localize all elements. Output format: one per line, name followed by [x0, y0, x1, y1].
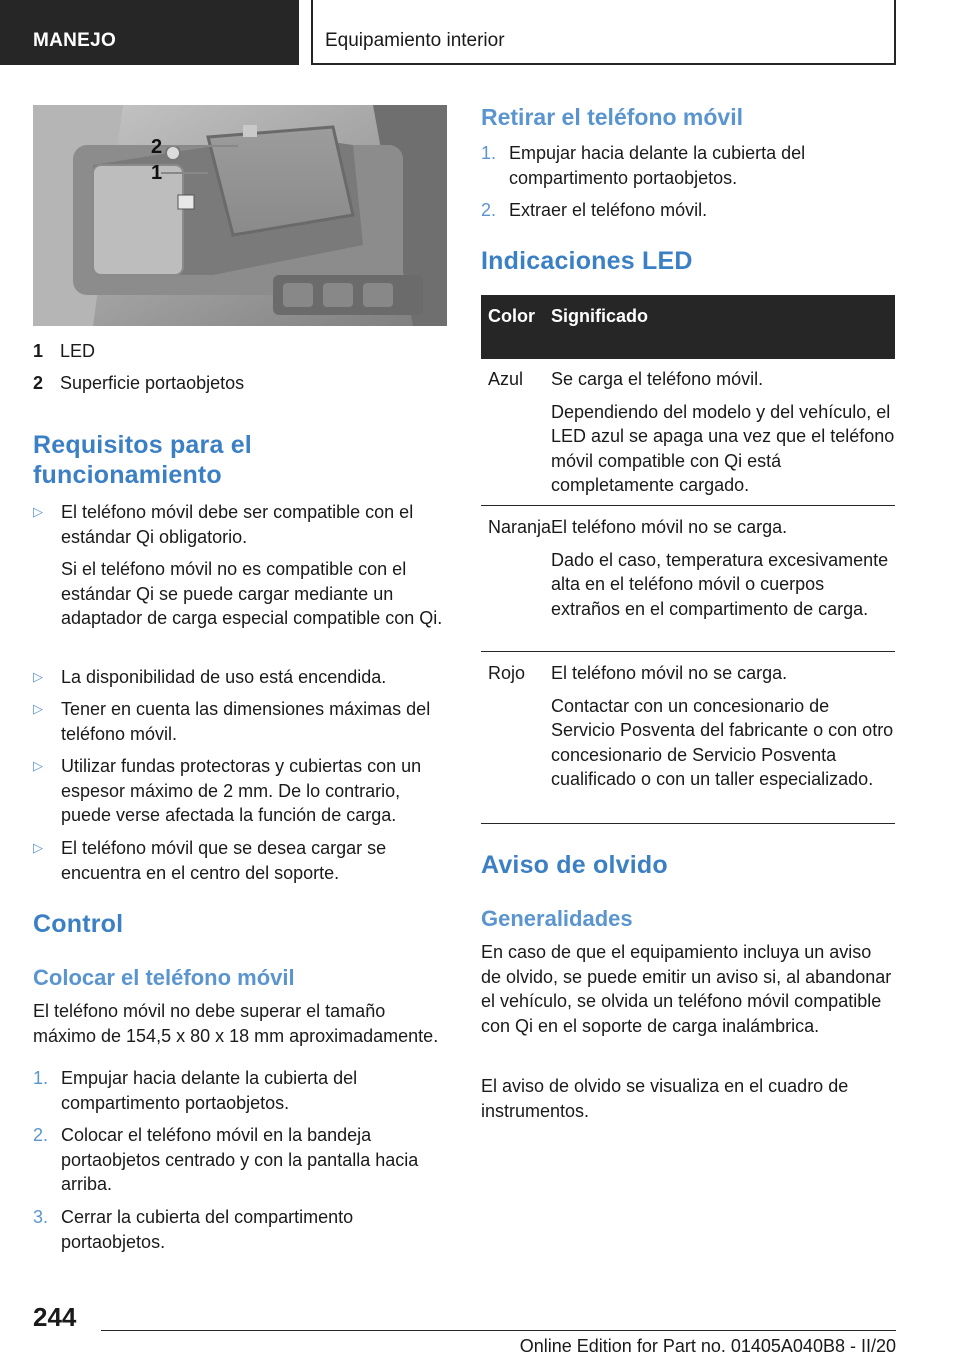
legend-number: 1 [33, 341, 44, 361]
bullet-marker-icon: ▷ [33, 758, 43, 773]
step-item [481, 198, 895, 223]
page-number: 244 [33, 1302, 77, 1332]
table-row [481, 359, 895, 506]
bullet-item [33, 754, 447, 828]
retirar-subheading: Retirar el teléfono móvil [481, 104, 744, 130]
led-color-cell: Naranja [488, 517, 552, 537]
step-text: Cerrar la cubierta del compartimento portaobjetos. [61, 1207, 354, 1252]
generalidades-subheading: Generalidades [481, 906, 633, 931]
colocar-subheading: Colocar el teléfono móvil [33, 965, 295, 990]
bullet-marker-icon: ▷ [33, 840, 43, 855]
footer-edition-text: Online Edition for Part no. 01405A040B8 - II/20 [519, 1336, 896, 1356]
section-header [311, 0, 896, 65]
led-meaning-text: El teléfono móvil no se carga. [551, 663, 788, 683]
legend-label: Superficie portaobjetos [60, 373, 245, 393]
bullet-extra-text: Si el teléfono móvil no es compatible con el estándar Qi se puede cargar mediante un adaptador de carga especial compatible con Qi. [61, 559, 443, 628]
step-number: 2. [481, 200, 497, 220]
column-header-color: Color [488, 306, 535, 326]
bullet-item [33, 665, 447, 690]
step-text: Empujar hacia delante la cubierta del compartimento portaobjetos. [61, 1068, 358, 1113]
bullet-text: La disponibilidad de uso está encendida. [61, 667, 387, 687]
led-meaning-detail: Dependiendo del modelo y del vehículo, el LED azul se apaga una vez que el teléfono móvil compatible con Qi está completamente cargado. [551, 401, 895, 495]
bullet-item [33, 836, 447, 885]
bullet-text: El teléfono móvil debe ser compatible con el estándar Qi obligatorio. [61, 502, 414, 547]
led-meaning-text: El teléfono móvil no se carga. [551, 517, 788, 537]
wireless-charging-tray-photo [33, 105, 447, 326]
chapter-tab [0, 0, 299, 65]
figure-legend-item [33, 371, 244, 395]
bullet-text: Tener en cuenta las dimensiones máximas del teléfono móvil. [61, 699, 431, 744]
led-meaning-text: Se carga el teléfono móvil. [551, 369, 764, 389]
aviso-paragraph-2: El aviso de olvido se visualiza en el cuadro de instrumentos. [481, 1076, 849, 1121]
requisitos-heading-line-2: funcionamiento [33, 461, 222, 489]
legend-number: 2 [33, 373, 44, 393]
led-meaning-detail: Contactar con un concesionario de Servicio Posventa del fabricante o con otro concesionario de Servicio Posventa cualificado o con un taller especializado. [551, 695, 894, 789]
led-heading: Indicaciones LED [481, 247, 693, 275]
step-item [33, 1123, 447, 1197]
table-row [481, 652, 895, 824]
step-item [33, 1205, 447, 1254]
column-header-meaning: Significado [551, 306, 649, 326]
bullet-marker-icon: ▷ [33, 669, 43, 684]
legend-label: LED [60, 341, 96, 361]
footer-divider [101, 1330, 896, 1331]
led-color-cell: Rojo [488, 663, 526, 683]
step-number: 3. [33, 1207, 49, 1227]
callout-1: 1 [151, 162, 163, 184]
step-item [33, 1066, 447, 1115]
chapter-title: MANEJO [33, 30, 117, 51]
requisitos-heading-line-1: Requisitos para el [33, 431, 252, 459]
bullet-text: Utilizar fundas protectoras y cubiertas con un espesor máximo de 2 mm. De lo contrario, puede verse afectada la función de carga. [61, 756, 422, 825]
aviso-paragraph-1: En caso de que el equipamiento incluya un aviso de olvido, se puede emitir un aviso si, al abandonar el vehículo, se olvida un teléfono móvil compatible con Qi en el soporte de carga inalámbrica. [481, 942, 892, 1036]
bullet-marker-icon: ▷ [33, 701, 43, 716]
step-number: 1. [33, 1068, 49, 1088]
step-text: Empujar hacia delante la cubierta del compartimento portaobjetos. [509, 143, 806, 188]
table-header-row [481, 295, 895, 359]
led-meaning-detail: Dado el caso, temperatura excesivamente alta en el teléfono móvil o cuerpos extraños en el compartimento de carga. [551, 549, 889, 619]
bullet-marker-icon: ▷ [33, 504, 43, 519]
step-text: Colocar el teléfono móvil en la bandeja portaobjetos centrado y con la pantalla hacia arriba. [61, 1125, 419, 1194]
bullet-text: El teléfono móvil que se desea cargar se encuentra en el centro del soporte. [61, 838, 387, 883]
aviso-heading: Aviso de olvido [481, 851, 668, 879]
bullet-item [33, 500, 447, 631]
section-title: Equipamiento interior [325, 30, 505, 51]
table-row [481, 506, 895, 652]
led-color-cell: Azul [488, 369, 524, 389]
figure-legend-item [33, 339, 95, 363]
control-heading: Control [33, 910, 124, 938]
step-number: 2. [33, 1125, 49, 1145]
control-intro-paragraph: El teléfono móvil no debe superar el tamaño máximo de 154,5 x 80 x 18 mm aproximadamente. [33, 1001, 439, 1046]
step-item [481, 141, 895, 190]
callout-2: 2 [151, 136, 163, 158]
step-number: 1. [481, 143, 497, 163]
bullet-item [33, 697, 447, 746]
step-text: Extraer el teléfono móvil. [509, 200, 708, 220]
led-table [481, 295, 895, 824]
